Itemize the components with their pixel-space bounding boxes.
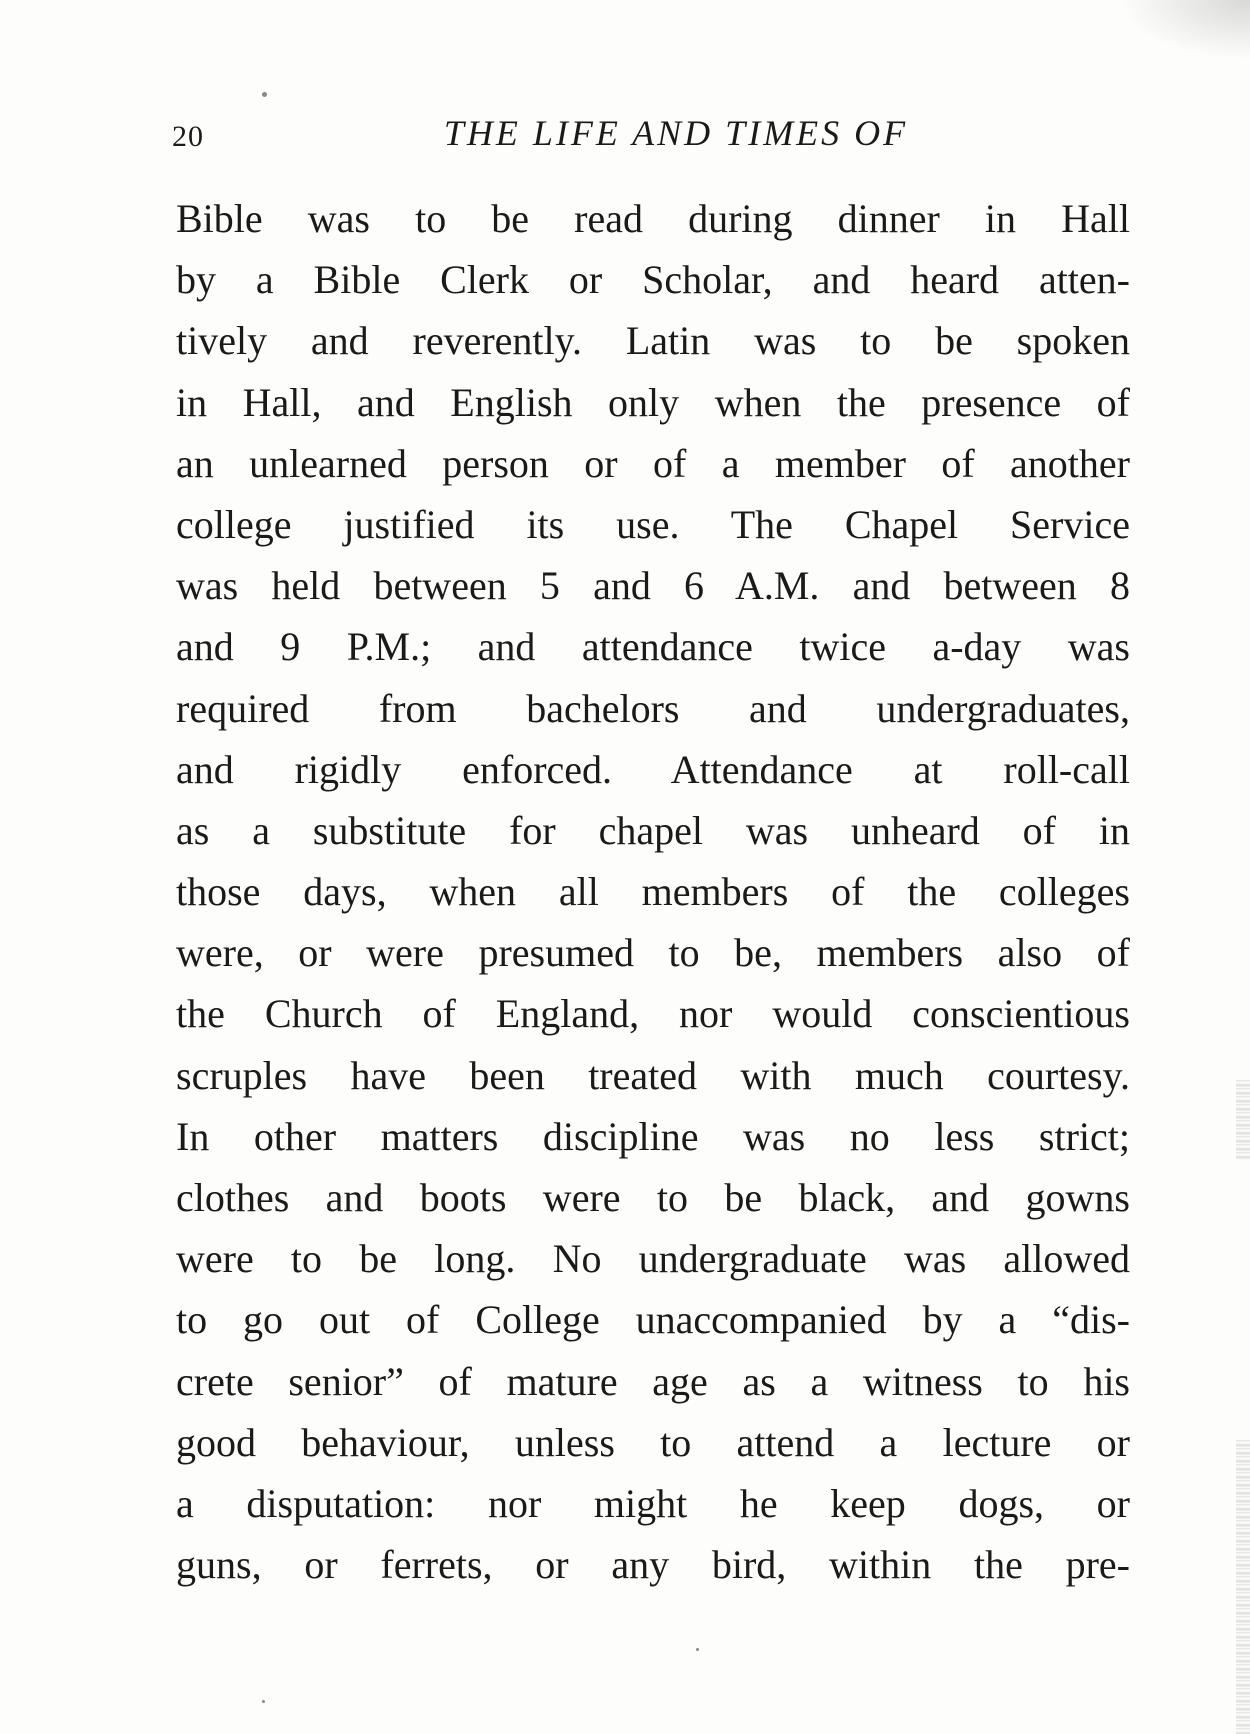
text-line: college justified its use. The Chapel Service xyxy=(176,501,1130,547)
scan-edge-noise xyxy=(1236,1080,1250,1160)
running-head xyxy=(172,112,1140,162)
text-line: were, or were presumed to be, members also of xyxy=(176,930,1130,976)
running-title: THE LIFE AND TIMES OF xyxy=(443,113,909,153)
text-line: as a substitute for chapel was unheard of in xyxy=(176,807,1130,853)
text-line: good behaviour, unless to attend a lecture or xyxy=(176,1419,1130,1465)
text-line: was held between 5 and 6 A.M. and between 8 xyxy=(176,563,1130,609)
text-line: were to be long. No undergraduate was allowed xyxy=(176,1236,1130,1282)
text-line: in Hall, and English only when the presence of xyxy=(176,379,1130,425)
text-line: crete senior” of mature age as a witness to his xyxy=(176,1358,1130,1404)
text-line: by a Bible Clerk or Scholar, and heard atten- xyxy=(176,257,1130,303)
text-line: and 9 P.M.; and attendance twice a-day was xyxy=(176,624,1130,670)
text-line: the Church of England, nor would conscientious xyxy=(176,991,1130,1037)
scan-speck xyxy=(262,92,267,97)
scan-corner-noise xyxy=(1120,0,1250,60)
text-line: guns, or ferrets, or any bird, within the pre- xyxy=(176,1542,1130,1588)
text-line: and rigidly enforced. Attendance at roll-call xyxy=(176,746,1130,792)
text-line: tively and reverently. Latin was to be spoken xyxy=(176,318,1130,364)
scan-speck xyxy=(262,1700,265,1703)
body-text xyxy=(176,188,1130,1595)
text-line: a disputation: nor might he keep dogs, or xyxy=(176,1480,1130,1526)
text-line: scruples have been treated with much courtesy. xyxy=(176,1052,1130,1098)
text-line: Bible was to be read during dinner in Hall xyxy=(176,196,1130,241)
text-line: an unlearned person or of a member of another xyxy=(176,440,1130,486)
text-line: clothes and boots were to be black, and gowns xyxy=(176,1175,1130,1220)
text-line: required from bachelors and undergraduates, xyxy=(176,685,1130,731)
text-line: to go out of College unaccompanied by a “dis- xyxy=(176,1297,1130,1343)
scan-edge-noise xyxy=(1236,1440,1250,1734)
scan-speck xyxy=(696,1648,699,1651)
text-line: those days, when all members of the colleges xyxy=(176,869,1130,915)
text-line: In other matters discipline was no less strict; xyxy=(176,1113,1130,1159)
page-number: 20 xyxy=(172,120,204,153)
